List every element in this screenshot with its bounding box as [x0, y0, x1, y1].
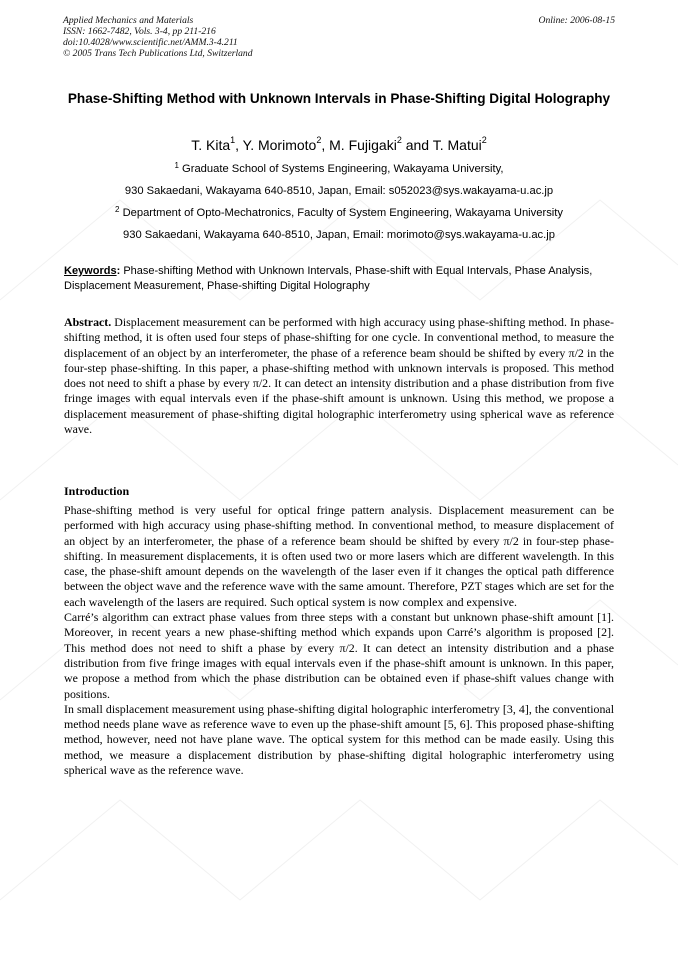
intro-paragraph: In small displacement measurement using phase-shifting digital holographic interferometry [3, 4], the conventional method needs plane wave as reference wave to even up the phase-shift amount [5, 6]. This proposed phase-shifting method, however, need not have plane wave. The optical system for this method can be made easily. Using this method, we measure a displacement distribution by phase-shifting digital holographic interferometry using spherical wave as the reference wave.	[64, 701, 614, 778]
affiliation-1-line-2: 930 Sakaedani, Wakayama 640-8510, Japan, Email: s052023@sys.wakayama-u.ac.jp	[124, 185, 554, 197]
affiliation-text: Department of Opto-Mechatronics, Faculty of System Engineering, Wakayama University	[122, 207, 563, 219]
author-affiliation-marker: 1	[230, 135, 236, 145]
author-separator: ,	[321, 137, 330, 153]
keywords-block: Keywords: Phase-shifting Method with Unknown Intervals, Phase-shift with Equal Intervals, Phase Analysis, Displacement Measurement, Phase-shifting Digital Holography	[64, 265, 593, 292]
author-name: Y. Morimoto	[242, 137, 317, 153]
affiliation-marker: 1	[174, 161, 179, 170]
intro-paragraph: Phase-shifting method is very useful for optical fringe pattern analysis. Displacement measurement can be performed with high accuracy using phase-shifting method. In conventional method, to measure displacement of an object by an interferometer, the phase of a reference beam should be shifted by every π/2 in four-step phase-shifting. In measurement displacements, it is often used two or more lasers which are different wavelength. In this case, the phase-shift amount depends on the wavelength of the laser even if it changes the optical path difference between the object wave and the reference wave with the same amount. Therefore, PZT stages which are set for the each wavelength of the lasers are required. Such optical system is now complex and expensive.	[64, 503, 614, 609]
affiliation-1-line-1	[60, 163, 618, 175]
section-heading-introduction: Introduction	[64, 484, 130, 498]
journal-name: Applied Mechanics and Materials	[63, 15, 194, 26]
introduction-body	[64, 503, 614, 778]
paper-title: Phase-Shifting Method with Unknown Intervals in Phase-Shifting Digital Holography	[67, 91, 611, 106]
author-separator: and	[401, 137, 433, 153]
author-name: T. Kita	[191, 137, 231, 153]
copyright-line: © 2005 Trans Tech Publications Ltd, Switzerland	[63, 48, 253, 59]
keywords-label: Keywords	[64, 265, 117, 277]
doi-line: doi:10.4028/www.scientific.net/AMM.3-4.211	[63, 37, 238, 48]
abstract-text: Displacement measurement can be performed with high accuracy using phase-shifting method. In phase-shifting method, it is often used four steps of phase-shifting for one cycle. In conventional method, to measure the displacement of an object by an interferometer, the phase of a reference beam should be shifted by every π/2 in the four-step phase-shifting. In this paper, a phase-shifting method with unknown intervals is proposed. This method does not need to shift a phase by every π/2. It can detect an intensity distribution and a phase distribution from five fringe images with equal intervals even if the phase-shift amount is unknown. Using this method, we propose a displacement measurement of phase-shifting digital holographic interferometry using spherical wave as reference wave.	[64, 315, 614, 437]
keywords-text: Phase-shifting Method with Unknown Intervals, Phase-shift with Equal Intervals, Phase Analysis, Displacement Measurement, Phase-shifting Digital Holography	[64, 265, 593, 292]
journal-header	[63, 15, 615, 59]
author-name: T. Matui	[432, 137, 482, 153]
author-affiliation-marker: 2	[396, 135, 402, 145]
online-date: Online: 2006-08-15	[538, 15, 615, 26]
issn-line: ISSN: 1662-7482, Vols. 3-4, pp 211-216	[63, 26, 216, 37]
affiliation-2-line-1	[60, 207, 618, 219]
affiliation-text: Graduate School of Systems Engineering, Wakayama University,	[182, 163, 504, 175]
author-name: M. Fujigaki	[329, 137, 397, 153]
abstract-block	[64, 315, 614, 437]
author-list	[60, 137, 618, 153]
author-affiliation-marker: 2	[481, 135, 487, 145]
author-separator: ,	[235, 137, 243, 153]
abstract-label: Abstract.	[64, 315, 112, 329]
intro-paragraph: Carré’s algorithm can extract phase values from three steps with a constant but unknown phase-shift amount [1]. Moreover, in recent years a new phase-shifting method which expands upon Carré’s algorithm is proposed [2]. This method does not need to shift a phase by every π/2. It can detect an intensity distribution and a phase distribution from five fringe images with equal intervals even if the phase-shift amount is unknown. In this paper, we propose a method from which the phase distribution can be obtained even if phase-shift values change with positions.	[64, 610, 614, 701]
affiliation-marker: 2	[115, 205, 120, 214]
author-affiliation-marker: 2	[316, 135, 322, 145]
affiliation-2-line-2: 930 Sakaedani, Wakayama 640-8510, Japan, Email: morimoto@sys.wakayama-u.ac.jp	[123, 229, 555, 241]
